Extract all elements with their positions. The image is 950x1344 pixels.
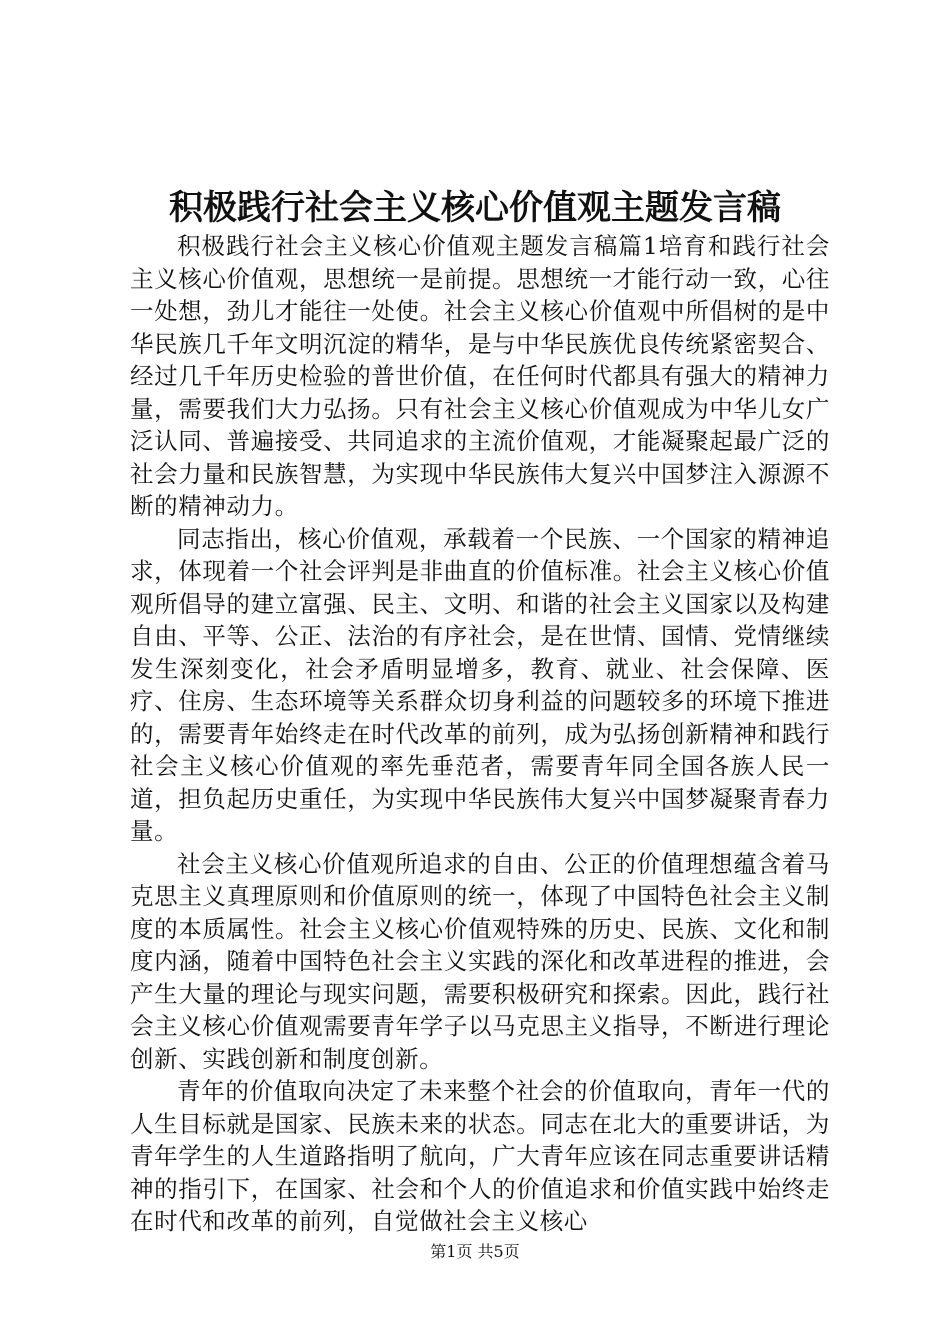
page-number-footer: 第1页 共5页	[430, 1242, 520, 1261]
paragraph: 同志指出，核心价值观，承载着一个民族、一个国家的精神追求，体现着一个社会评判是非曲直的价值标准。社会主义核心价值观所倡导的建立富强、民主、文明、和谐的社会主义国家以及构建自由、平等、公正、法治的有序社会，是在世情、国情、党情继续发生深刻变化，社会矛盾明显增多，教育、就业、社会保障、医疗、住房、生态环境等关系群众切身利益的问题较多的环境下推进的，需要青年始终走在时代改革的前列，成为弘扬创新精神和践行社会主义核心价值观的率先垂范者，需要青年同全国各族人民一道，担负起历史重任，为实现中华民族伟大复兴中国梦凝聚青春力量。	[130, 524, 830, 845]
document-title: 积极践行社会主义核心价值观主题发言稿	[169, 188, 781, 228]
paragraph: 积极践行社会主义核心价值观主题发言稿篇1培育和践行社会主义核心价值观，思想统一是前提。思想统一才能行动一致，心往一处想，劲儿才能往一处使。社会主义核心价值观中所倡树的是中华民族几千年文明沉淀的精华，是与中华民族优良传统紧密契合、经过几千年历史检验的普世价值，在任何时代都具有强大的精神力量，需要我们大力弘扬。只有社会主义核心价值观成为中华儿女广泛认同、普遍接受、共同追求的主流价值观，才能凝聚起最广泛的社会力量和民族智慧，为实现中华民族伟大复兴中国梦注入源源不断的精神动力。	[130, 232, 830, 520]
paragraph: 社会主义核心价值观所追求的自由、公正的价值理想蕴含着马克思主义真理原则和价值原则的统一，体现了中国特色社会主义制度的本质属性。社会主义核心价值观特殊的历史、民族、文化和制度内涵，随着中国特色社会主义实践的深化和改革进程的推进，会产生大量的理论与现实问题，需要积极研究和探索。因此，践行社会主义核心价值观需要青年学子以马克思主义指导，不断进行理论创新、实践创新和制度创新。	[130, 849, 830, 1073]
document-body	[130, 230, 830, 1238]
paragraph: 青年的价值取向决定了未来整个社会的价值取向，青年一代的人生目标就是国家、民族未来的状态。同志在北大的重要讲话，为青年学生的人生道路指明了航向，广大青年应该在同志重要讲话精神的指引下，在国家、社会和个人的价值追求和价值实践中始终走在时代和改革的前列，自觉做社会主义核心	[130, 1077, 830, 1235]
